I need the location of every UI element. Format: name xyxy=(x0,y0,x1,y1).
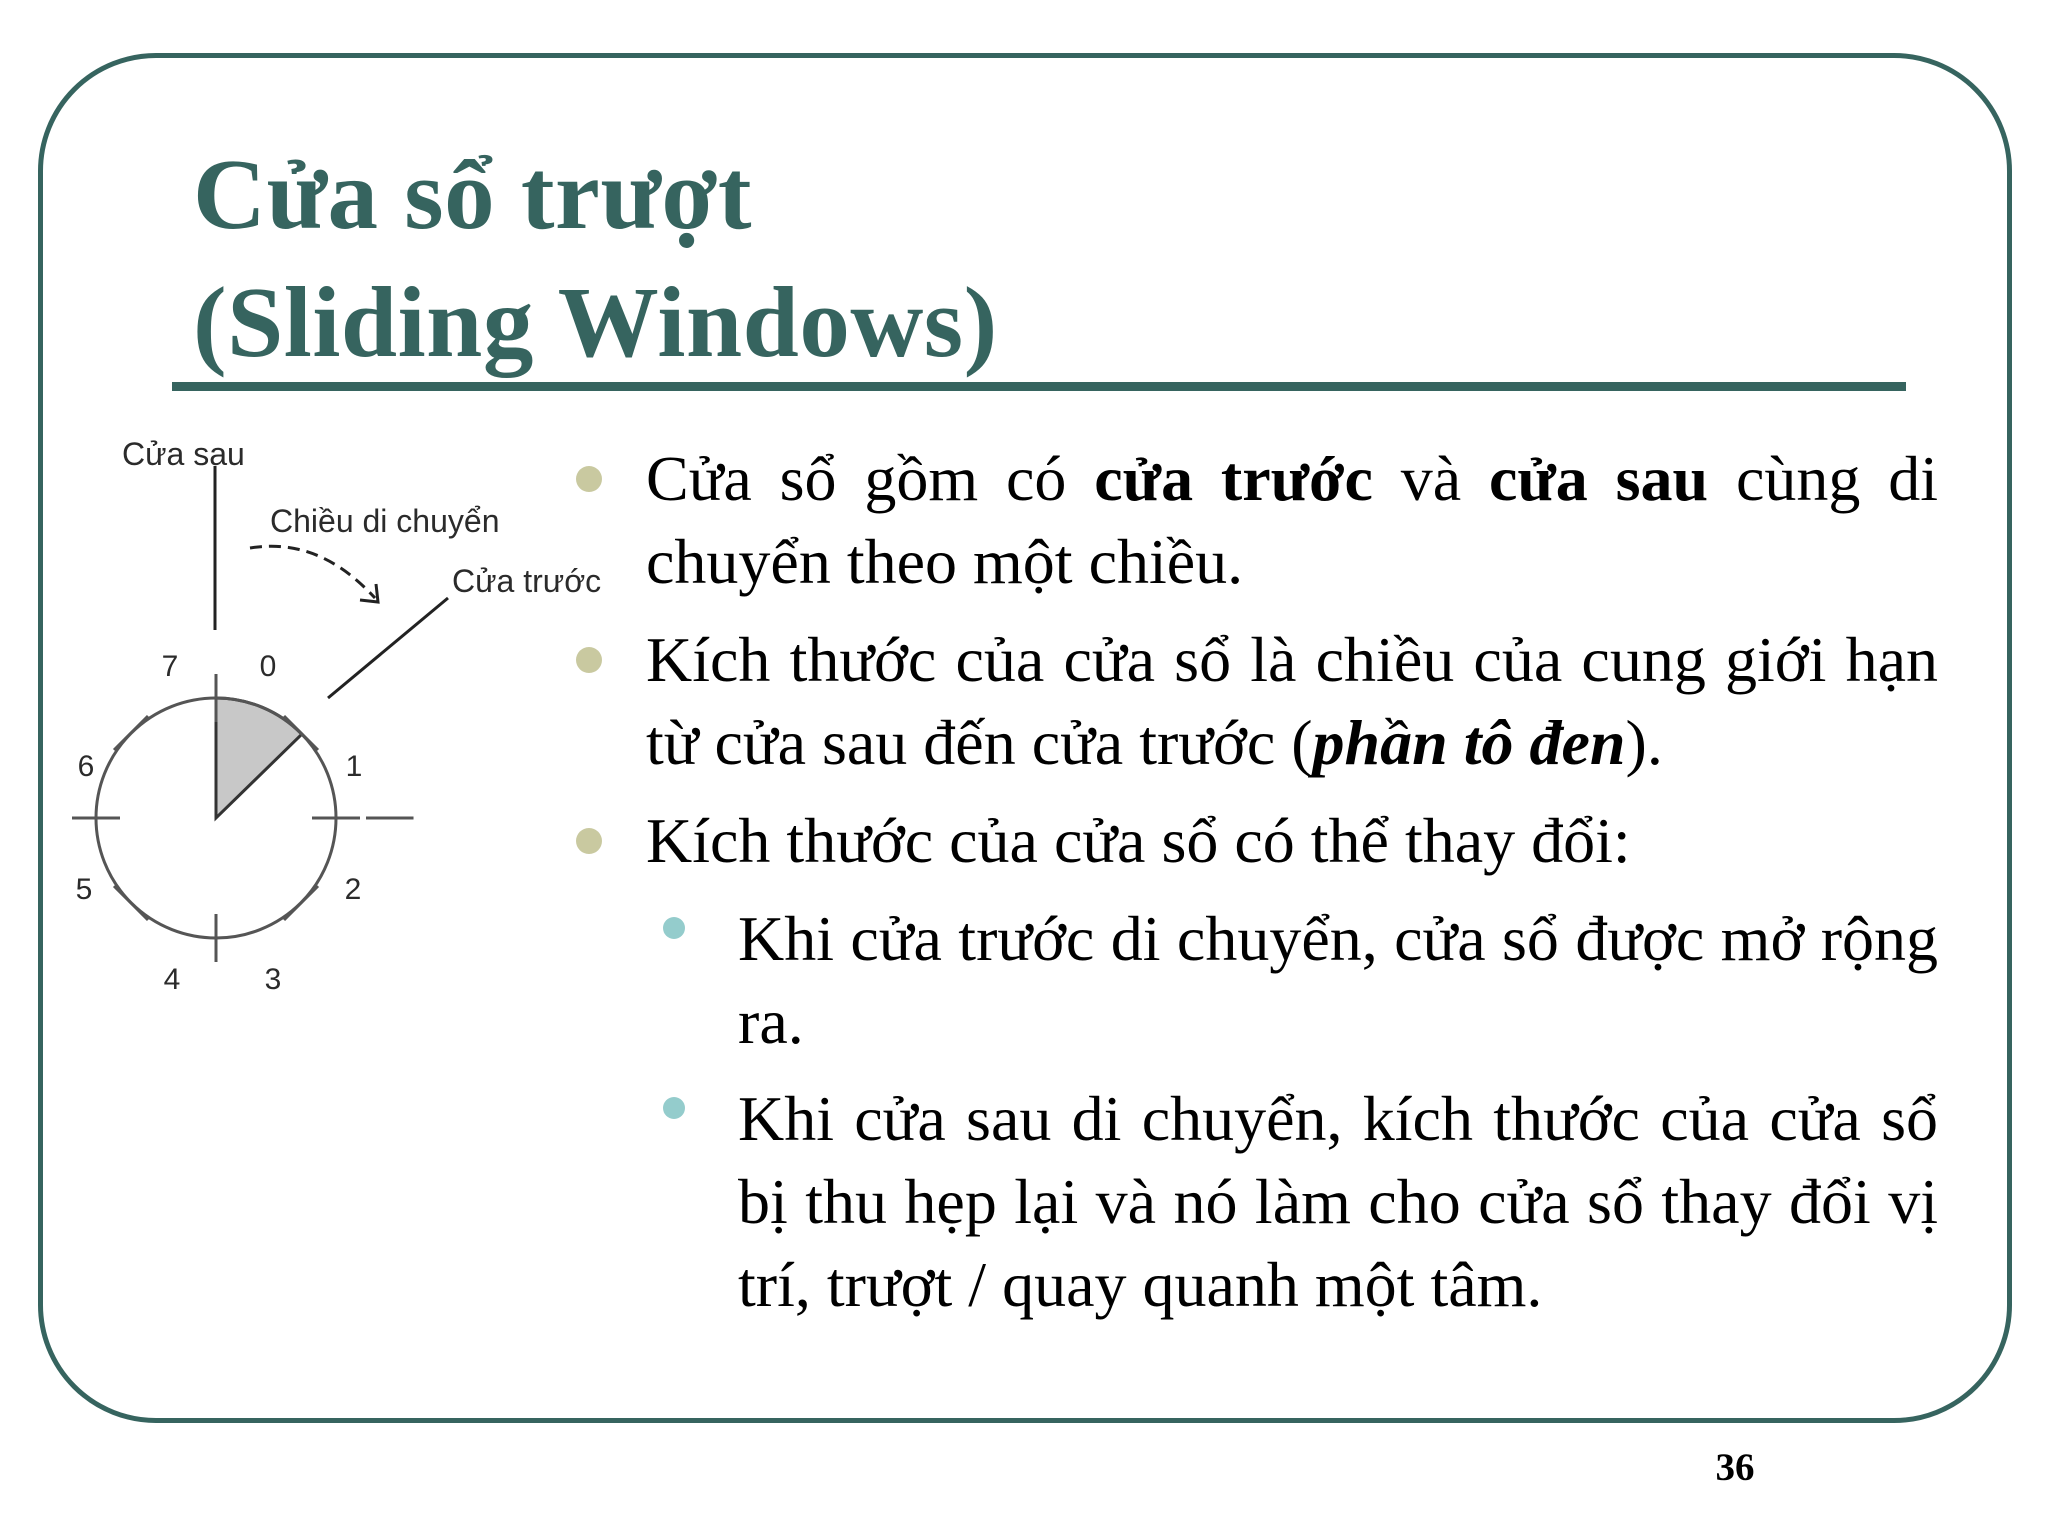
tick-5 xyxy=(114,886,148,920)
bullet-2-bold-italic: phần tô đen xyxy=(1312,707,1626,778)
sub-bullet-2-text: Khi cửa sau di chuyển, kích thước của cửa sổ bị thu hẹp lại và nó làm cho cửa sổ thay đổi vị trí, trượt / quay quanh một tâm. xyxy=(738,1083,1938,1320)
title-line-2: (Sliding Windows) xyxy=(193,266,998,378)
title-line-1: Cửa sổ trượt xyxy=(193,138,752,250)
sub-bullet-1-text: Khi cửa trước di chuyển, cửa sổ được mở rộng ra. xyxy=(738,903,1938,1057)
bullet-item-1 xyxy=(560,437,1938,603)
slot-label-5: 5 xyxy=(75,873,93,906)
slot-label-7: 7 xyxy=(161,650,179,683)
slot-label-6: 6 xyxy=(77,750,95,783)
bullet-3-text: Kích thước của cửa sổ có thể thay đổi: xyxy=(646,805,1631,876)
bullet-1-text-c: cùng di chuyển theo một chiều. xyxy=(646,443,1938,597)
bullet-list xyxy=(560,437,1938,1334)
slot-label-3: 3 xyxy=(264,963,282,996)
bullet-2-text-a: Kích thước của cửa sổ là chiều của cung giới hạn từ cửa sau đến cửa trước ( xyxy=(646,624,1938,778)
sub-bullet-dot-icon xyxy=(663,1097,685,1119)
bullet-dot-icon xyxy=(576,466,602,492)
back-window-label: Cửa sau xyxy=(122,436,245,472)
bullet-dot-icon xyxy=(576,828,602,854)
direction-label: Chiều di chuyển xyxy=(270,503,500,539)
bullet-1-text-a: Cửa sổ gồm có xyxy=(646,443,1095,514)
bullet-1-bold-back: cửa sau xyxy=(1488,443,1709,514)
slot-label-4: 4 xyxy=(163,963,181,996)
bullet-2-text-b: ). xyxy=(1625,707,1663,778)
slot-label-0: 0 xyxy=(259,650,277,683)
bullet-item-2 xyxy=(560,618,1938,784)
slot-label-2: 2 xyxy=(344,873,362,906)
bullet-1-text-b: và xyxy=(1372,443,1489,514)
front-window-label: Cửa trước xyxy=(452,563,602,599)
title-divider xyxy=(172,382,1906,391)
direction-arrow xyxy=(250,546,375,598)
front-window-pointer xyxy=(328,598,448,698)
window-sector xyxy=(216,698,302,818)
slide-title xyxy=(193,130,998,386)
tick-3 xyxy=(284,886,318,920)
sliding-window-diagram xyxy=(60,430,620,1030)
sub-bullet-dot-icon xyxy=(663,917,685,939)
sub-bullet-item-2 xyxy=(646,1077,1938,1326)
slot-label-1: 1 xyxy=(345,750,363,783)
page-number: 36 xyxy=(1715,1446,1755,1489)
tick-7 xyxy=(114,716,148,750)
bullet-dot-icon xyxy=(576,647,602,673)
bullet-1-bold-front: cửa trước xyxy=(1094,443,1373,514)
bullet-item-3 xyxy=(560,799,1938,882)
sub-bullet-item-1 xyxy=(646,897,1938,1063)
